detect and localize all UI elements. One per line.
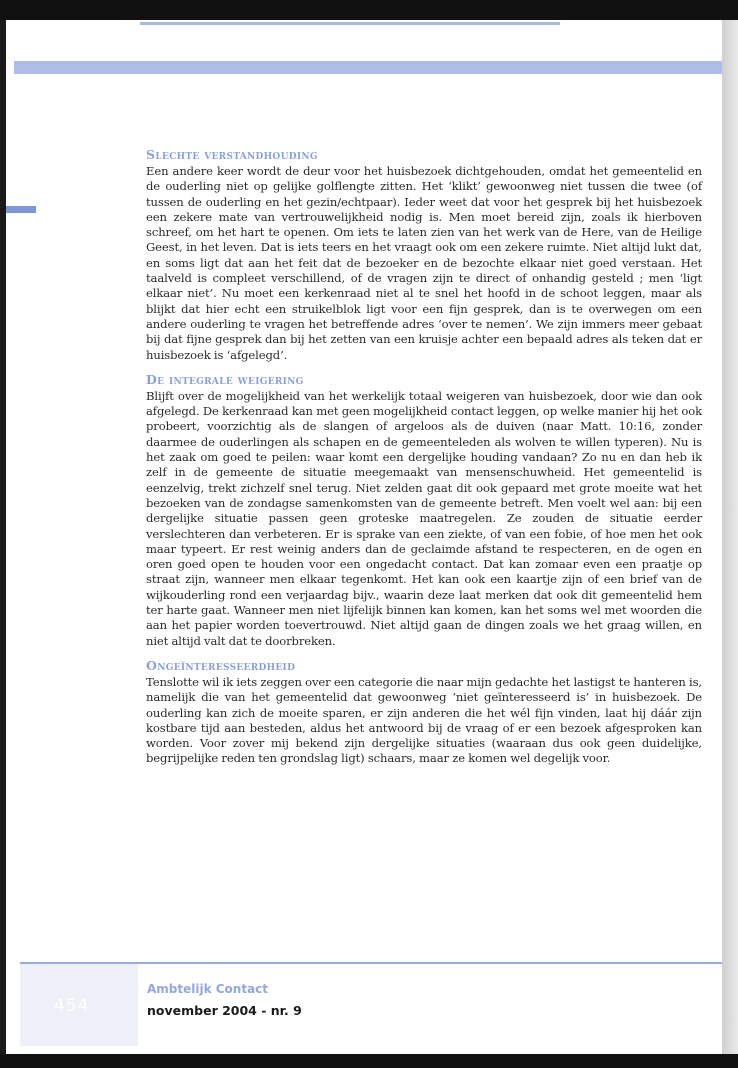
issue-label: november 2004 - nr. 9 bbox=[147, 1003, 302, 1018]
header-color-band bbox=[14, 61, 722, 74]
scan-bottom-border bbox=[0, 1054, 738, 1068]
section-heading: Ongeïnteresseerdheid bbox=[146, 657, 296, 673]
section-heading: Slechte verstandhouding bbox=[146, 147, 318, 162]
section-slechte-verstandhouding bbox=[146, 146, 702, 363]
scan-top-border bbox=[0, 0, 738, 20]
section-paragraph: Tenslotte wil ik iets zeggen over een categorie die naar mijn gedachte het lastigst te hanteren is, namelijk die van het gemeentelid dat gewoonweg ‘niet geïnteresseerd is’ in huisbezoek. De ouderling kan zich de moeite sparen, er zijn anderen die het wél fijn vinden, laat hij dáár zijn kostbare tijd aan besteden, aldus het antwoord bij de vraag of er een bezoek afgesproken kan worden. Voor zover mij bekend zijn dergelijke situaties (waaraan dus ook geen duidelijke, begrijpelijke reden ten grondslag ligt) schaars, maar ze komen wel degelijk voor. bbox=[146, 674, 702, 766]
article-body bbox=[146, 146, 702, 775]
section-heading: De integrale weigering bbox=[146, 371, 304, 387]
section-integrale-weigering bbox=[146, 371, 702, 649]
margin-marker bbox=[6, 206, 36, 213]
page-edge-shadow bbox=[722, 20, 738, 1060]
top-accent-line bbox=[140, 22, 560, 25]
section-paragraph: Een andere keer wordt de deur voor het huisbezoek dichtgehouden, omdat het gemeentelid en de ouderling niet op gelijke golflengte zitten. Het ‘klikt’ gewoonweg niet tussen die twee (of tussen de ouderling en het gezin/echtpaar). Ieder weet dat voor het gesprek bij het huisbezoek een zekere mate van vertrouwelijkheid nodig is. Men moet bereid zijn, zoals ik hierboven schreef, om het hart te openen. Om iets te laten zien van het werk van de Here, van de Heilige Geest, in het leven. Dat is iets teers en het vraagt ook om een zekere ruimte. Niet altijd lukt dat, en soms ligt dat aan het feit dat de bezoeker en de bezochte elkaar niet goed verstaan. Het taalveld is compleet verschillend, of de vragen zijn te direct of onhandig gesteld ; men ‘ligt elkaar niet’. Nu moet een kerkenraad niet al te snel het hoofd in de schoot leggen, maar als blijkt dat hier echt een struikelblok ligt voor een fijn gesprek, dan is te overwegen om een andere ouderling te vragen het betreffende adres ‘over te nemen’. We zijn immers meer gebaat bij dat fijne gesprek dan bij het zetten van een kruisje achter een bepaald adres als teken dat er huisbezoek is ‘afgelegd’. bbox=[146, 164, 702, 362]
section-ongeinteresseerdheid bbox=[146, 657, 702, 767]
footer bbox=[147, 978, 547, 1022]
scan-left-border bbox=[0, 20, 6, 1060]
page-number: 454 bbox=[54, 996, 90, 1016]
magazine-title: Ambtelijk Contact bbox=[147, 982, 269, 996]
section-paragraph: Blijft over de mogelijkheid van het werkelijk totaal weigeren van huisbezoek, door wie dan ook afgelegd. De kerkenraad kan met geen mogelijkheid contact leggen, op welke manier hij het ook probeert, voorzichtig als de slangen of argeloos als de duiven (naar Matt. 10:16, zonder daarmee de ouderlingen als schapen en de gemeenteleden als wolven te willen typeren). Nu is het zaak om goed te peilen: waar komt een dergelijke houding vandaan? Zo nu en dan heb ik zelf in de gemeente de situatie meegemaakt van mensenschuwheid. Het gemeentelid is eenzelvig, trekt zichzelf snel terug. Niet zelden gaat dit ook gepaard met grote moeite wat het bezoeken van de zondagse samenkomsten van de gemeente betreft. Men voelt wel aan: bij een dergelijke situatie passen geen groteske maatregelen. Ze zouden de situatie eerder verslechteren dan verbeteren. Er is sprake van een ziekte, of van een fobie, of hoe men het ook maar typeert. Er rest weinig anders dan de geclaimde afstand te respecteren, en de ogen en oren goed open te houden voor een ongedacht contact. Dat kan zomaar even een praatje op straat zijn, wanneer men elkaar tegenkomt. Het kan ook een kaartje zijn of een brief van de wijkouderling rond een verjaardag bijv., waarin deze laat merken dat ook dit gemeentelid hem ter harte gaat. Wanneer men niet lijfelijk binnen kan komen, kan het soms wel met woorden die aan het papier worden toevertrouwd. Niet altijd gaan de dingen zoals we het graag willen, en niet altijd valt dat te doorbreken. bbox=[146, 388, 702, 648]
